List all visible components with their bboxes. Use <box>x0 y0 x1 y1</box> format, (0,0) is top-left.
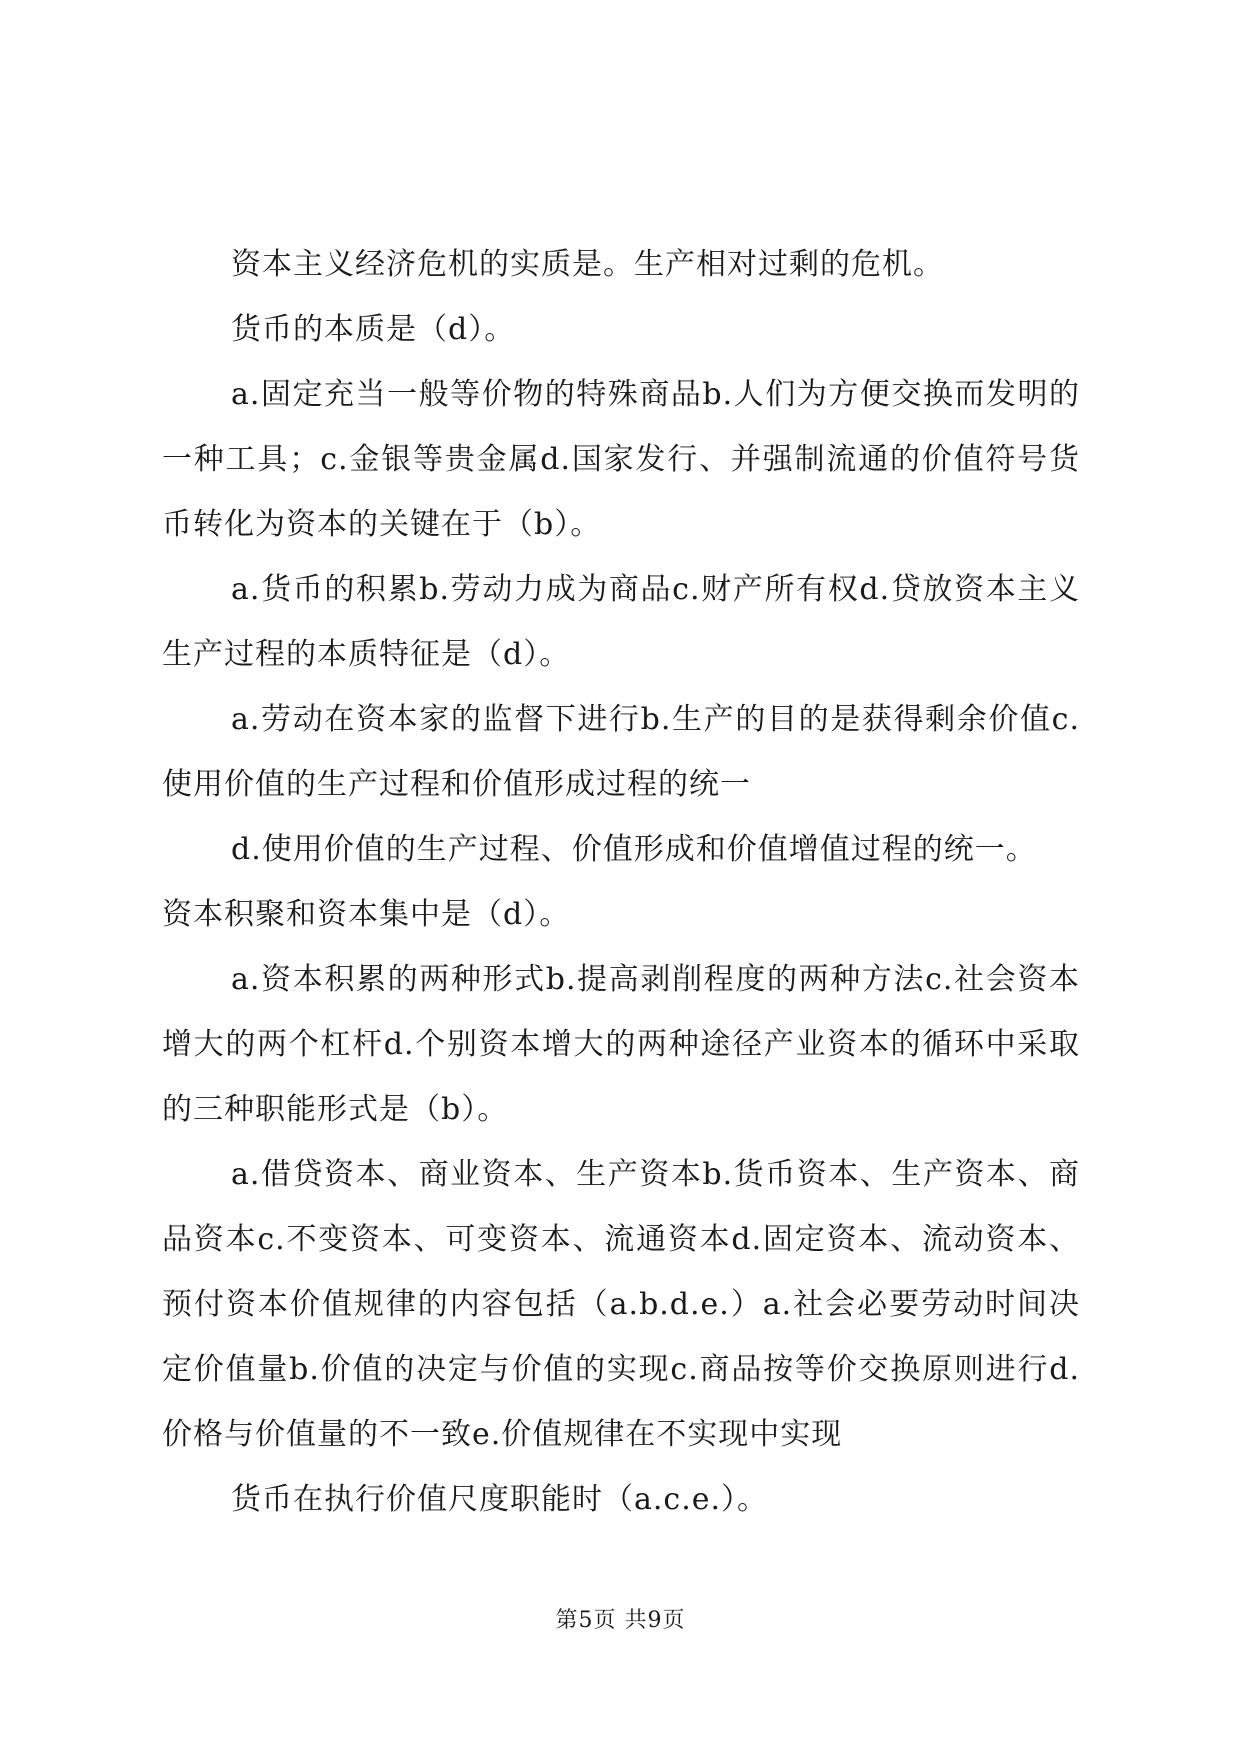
paragraph-crisis-essence: 资本主义经济危机的实质是。生产相对过剩的危机。 <box>231 247 944 282</box>
paragraph-accumulation-options: a.资本积累的两种形式b.提高剥削程度的两种方法c.社会资本增大的两个杠杆d.个别资本增大的两种途径产业资本的循环中采取的三种职能形式是（b）。 <box>162 962 1080 1127</box>
paragraph-money-essence-question: 货币的本质是（d）。 <box>231 312 516 347</box>
paragraph-accumulation-question: 资本积聚和资本集中是（d）。 <box>162 897 571 932</box>
paragraph-value-measure-question: 货币在执行价值尺度职能时（a.c.e.）。 <box>231 1482 769 1517</box>
paragraph-money-options: a.固定充当一般等价物的特殊商品b.人们为方便交换而发明的一种工具；c.金银等贵金属d.国家发行、并强制流通的价值符号货币转化为资本的关键在于（b）。 <box>162 377 1080 542</box>
paragraph-capital-options: a.货币的积累b.劳动力成为商品c.财产所有权d.贷放资本主义生产过程的本质特征是（d）。 <box>162 572 1080 672</box>
document-body <box>162 232 1080 1532</box>
paragraph-production-options: a.劳动在资本家的监督下进行b.生产的目的是获得剩余价值c.使用价值的生产过程和价值形成过程的统一 <box>162 702 1080 802</box>
paragraph-capital-forms-options: a.借贷资本、商业资本、生产资本b.货币资本、生产资本、商品资本c.不变资本、可变资本、流通资本d.固定资本、流动资本、预付资本价值规律的内容包括（a.b.d.e.）a.社会必要劳动时间决定价值量b.价值的决定与价值的实现c.商品按等价交换原则进行d.价格与价值量的不一致e.价值规律在不实现中实现 <box>162 1157 1080 1452</box>
paragraph-production-option-d: d.使用价值的生产过程、价值形成和价值增值过程的统一。 <box>231 832 1037 867</box>
page-number: 第5页 共9页 <box>555 1608 686 1633</box>
